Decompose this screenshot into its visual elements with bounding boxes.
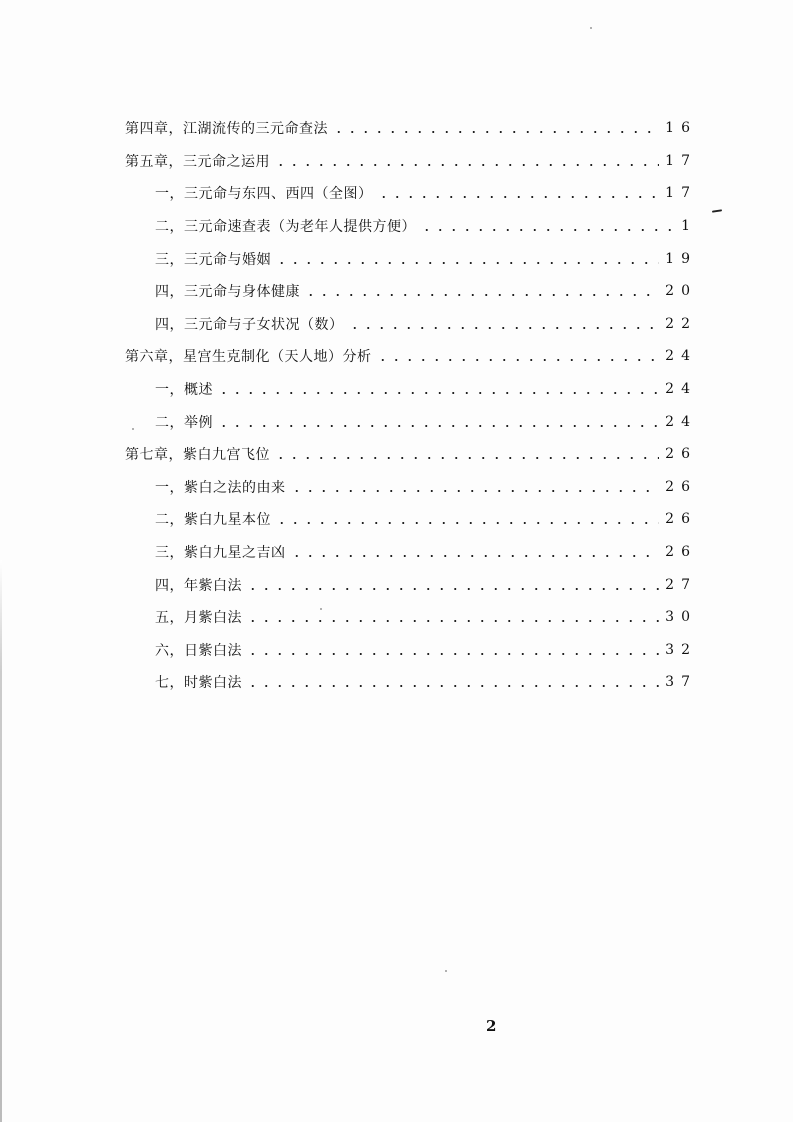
toc-entry[interactable]: [125, 666, 697, 699]
toc-entry-page: 30: [665, 609, 697, 626]
toc-entry-page: 17: [665, 185, 697, 202]
toc-entry-page: 26: [665, 478, 697, 495]
scan-edge-mark: [0, 560, 2, 1122]
dot-leader: [376, 359, 660, 361]
toc-entry-page: 20: [665, 283, 697, 300]
toc-entry-page: 26: [665, 446, 697, 463]
toc-entry[interactable]: [125, 210, 697, 243]
dot-leader: [290, 555, 660, 557]
toc-entry-page: 16: [665, 120, 697, 137]
toc-entry-title: 二，三元命速查表（为老年人提供方便）: [155, 219, 416, 236]
scan-speck: [590, 27, 592, 29]
toc-entry-title: 第七章，紫白九宫飞位: [125, 447, 270, 464]
toc-entry-page: 24: [665, 413, 697, 430]
table-of-contents: [125, 112, 697, 699]
toc-entry-title: 三，三元命与婚姻: [155, 251, 271, 268]
toc-entry[interactable]: [125, 438, 697, 471]
toc-entry[interactable]: [125, 634, 697, 667]
toc-entry-title: 第四章，江湖流传的三元命查法: [125, 121, 328, 138]
dot-leader: [246, 653, 659, 655]
toc-entry-title: 二，举例: [155, 414, 213, 431]
toc-entry[interactable]: [125, 536, 697, 569]
page-number: 2: [486, 1017, 497, 1035]
toc-entry-title: 二，紫白九星本位: [155, 512, 271, 529]
toc-entry-title: 七，时紫白法: [155, 675, 242, 692]
dot-leader: [290, 490, 660, 492]
toc-entry[interactable]: [125, 275, 697, 308]
toc-entry-page: 37: [665, 674, 697, 691]
toc-entry-title: 一，概述: [155, 382, 213, 399]
toc-entry-page: 27: [665, 576, 697, 593]
toc-entry-title: 三，紫白九星之吉凶: [155, 545, 286, 562]
dot-leader: [332, 131, 659, 133]
dot-leader: [246, 620, 659, 622]
toc-entry-page: 24: [665, 381, 697, 398]
toc-entry[interactable]: [125, 112, 697, 145]
toc-entry-title: 第六章，星宫生克制化（天人地）分析: [125, 349, 372, 366]
toc-entry-title: 四，年紫白法: [155, 577, 242, 594]
dot-leader: [217, 425, 659, 427]
toc-entry[interactable]: [125, 308, 697, 341]
toc-entry-page: 32: [665, 641, 697, 658]
toc-entry[interactable]: [125, 177, 697, 210]
toc-entry[interactable]: [125, 568, 697, 601]
toc-entry-page: 24: [665, 348, 697, 365]
scan-speck: [445, 970, 447, 972]
toc-entry-page: 19: [665, 250, 697, 267]
dot-leader: [246, 588, 659, 590]
dot-leader: [420, 229, 675, 231]
toc-entry-page: 1: [681, 218, 697, 235]
toc-entry-page: 26: [665, 544, 697, 561]
toc-entry-title: 六，日紫白法: [155, 642, 242, 659]
dot-leader: [275, 522, 659, 524]
toc-entry-page: 17: [665, 152, 697, 169]
dot-leader: [217, 392, 659, 394]
dot-leader: [246, 685, 659, 687]
toc-entry[interactable]: [125, 471, 697, 504]
toc-entry-title: 四，三元命与子女状况（数）: [155, 316, 344, 333]
dot-leader: [348, 327, 660, 329]
dot-leader: [377, 196, 660, 198]
margin-mark: [712, 209, 722, 213]
toc-entry-title: 五，月紫白法: [155, 610, 242, 627]
dot-leader: [274, 457, 659, 459]
toc-entry-title: 一，紫白之法的由来: [155, 479, 286, 496]
dot-leader: [275, 262, 659, 264]
toc-entry[interactable]: [125, 242, 697, 275]
toc-entry-page: 22: [665, 315, 697, 332]
dot-leader: [274, 164, 659, 166]
toc-entry[interactable]: [125, 503, 697, 536]
toc-entry-page: 26: [665, 511, 697, 528]
toc-entry-title: 第五章，三元命之运用: [125, 153, 270, 170]
toc-entry[interactable]: [125, 373, 697, 406]
dot-leader: [304, 294, 659, 296]
toc-entry[interactable]: [125, 340, 697, 373]
toc-entry[interactable]: [125, 145, 697, 178]
toc-entry-title: 一，三元命与东四、西四（全图）: [155, 186, 373, 203]
toc-entry[interactable]: [125, 405, 697, 438]
toc-entry[interactable]: [125, 601, 697, 634]
toc-entry-title: 四，三元命与身体健康: [155, 284, 300, 301]
